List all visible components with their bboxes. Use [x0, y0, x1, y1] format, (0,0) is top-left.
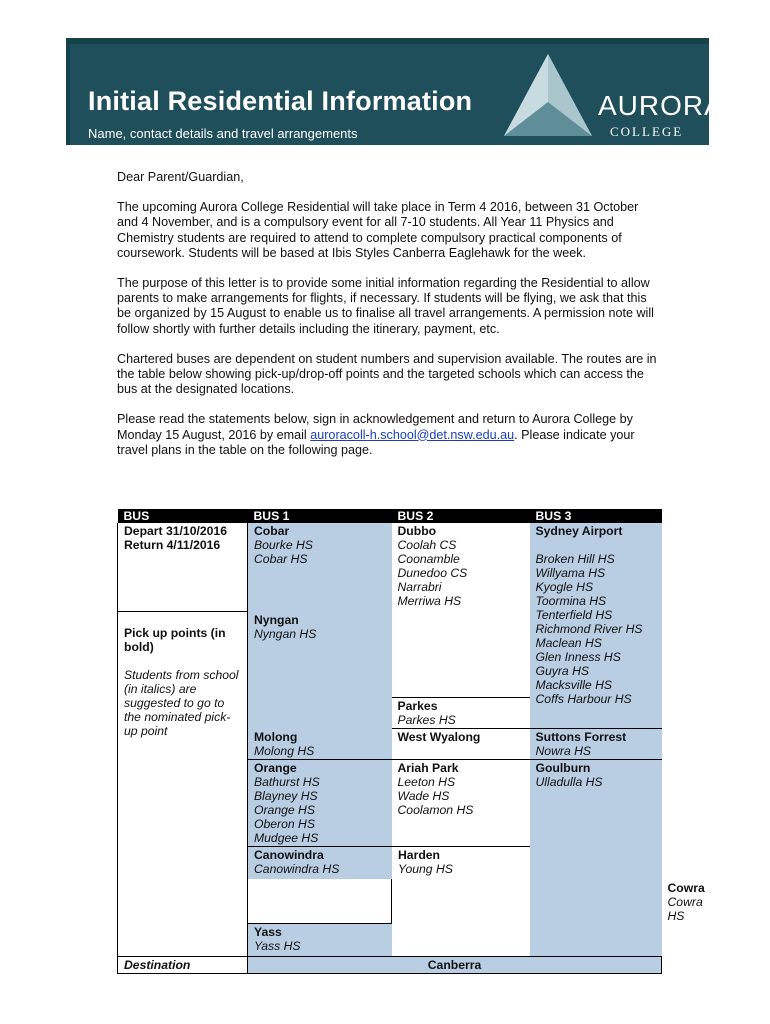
pickup-label: Pick up points (in bold)	[124, 626, 226, 654]
destination-label: Destination	[118, 957, 248, 974]
school: Coolah CS	[397, 538, 457, 552]
school: Coolamon HS	[397, 803, 474, 817]
school: Toormina HS	[535, 594, 607, 608]
email-link[interactable]: auroracoll-h.school@det.nsw.edu.au	[310, 427, 515, 442]
pickup-point: Suttons Forrest	[535, 730, 627, 744]
school: Maclean HS	[535, 636, 602, 650]
school: Orange HS	[254, 803, 315, 817]
pickup-point: West Wyalong	[397, 730, 481, 744]
school: Parkes HS	[397, 713, 456, 727]
label-cell-dates	[118, 523, 248, 612]
bus2-ariah-park	[392, 760, 530, 847]
header-bus-1: BUS 1	[248, 509, 392, 523]
label-cell-empty	[118, 924, 248, 957]
destination-row	[118, 957, 662, 974]
bus1-cobar	[248, 523, 392, 612]
destination-value: Canberra	[248, 957, 662, 974]
page-subtitle: Name, contact details and travel arrangements	[88, 126, 358, 141]
school: Coonamble	[397, 552, 460, 566]
school: Cobar HS	[254, 552, 308, 566]
table-row	[118, 924, 662, 957]
school: Richmond River HS	[535, 622, 643, 636]
school: Blayney HS	[254, 789, 318, 803]
header-banner	[66, 38, 724, 145]
bus1-canowindra	[248, 847, 392, 880]
label-cell-pickup	[118, 612, 248, 924]
pickup-point: Yass	[254, 925, 282, 939]
salutation: Dear Parent/Guardian,	[117, 170, 244, 184]
school: Mudgee HS	[254, 831, 319, 845]
bus3-sydney-airport	[530, 523, 662, 729]
pickup-point: Ariah Park	[397, 761, 459, 775]
paragraph-2: The purpose of this letter is to provide some initial information regarding the Residential to allow parents to make arrangements for flights, if necessary. If students will be flying, we ask that this be organized by 15 August to enable us to finalise all travel arrangements. A permission note will follow shortly with further details including the itinerary, payment, etc.	[117, 276, 654, 336]
school: Glen Inness HS	[535, 650, 621, 664]
table-row	[118, 523, 662, 612]
pickup-point: Cobar	[254, 524, 290, 538]
logo-subtitle: COLLEGE	[610, 124, 684, 139]
pickup-point: Canowindra	[254, 848, 324, 862]
school: Leeton HS	[397, 775, 456, 789]
paragraph-4-end: . Please indicate your travel plans in the table on the following page.	[117, 427, 635, 457]
bus2-west-wyalong	[392, 729, 530, 760]
bus2-parkes	[392, 698, 530, 729]
bus1-nyngan	[248, 612, 392, 698]
bus1-filler	[248, 698, 392, 729]
bus2-dubbo	[392, 523, 530, 698]
table-row: Cowra Cowra HS	[118, 879, 662, 924]
school: Macksville HS	[535, 678, 613, 692]
school: Nyngan HS	[254, 626, 317, 641]
bus2-harden	[392, 847, 530, 957]
pickup-point: Harden	[398, 848, 440, 862]
bus3-suttons-forrest	[530, 729, 662, 760]
school: Bourke HS	[254, 538, 313, 552]
return-date: Return 4/11/2016	[124, 538, 221, 552]
school: Young HS	[398, 862, 453, 876]
students-label: Students from school (in italics) are suggested to go to the nominated pick-up point	[124, 668, 239, 738]
school: Coffs Harbour HS	[535, 692, 632, 706]
bus3-filler	[530, 924, 662, 957]
bus1-yass	[248, 924, 392, 957]
school: Ulladulla HS	[535, 775, 603, 789]
school: Merriwa HS	[397, 594, 462, 608]
school: Oberon HS	[254, 817, 315, 831]
paragraph-1: The upcoming Aurora College Residential will take place in Term 4 2016, between 31 October and 4 November, and is a compulsory event for all 7-10 students. All Year 11 Physics and Chemistry students are required to attend to complete compulsory practical components of coursework. Students will be based at Ibis Styles Canberra Eaglehawk for the week.	[117, 200, 639, 260]
bus1-molong	[248, 729, 392, 760]
school: Molong HS	[254, 743, 315, 758]
letter-body	[117, 170, 657, 473]
header-bus-3: BUS 3	[530, 509, 662, 523]
school: Tenterfield HS	[535, 608, 613, 622]
table-header-row	[118, 509, 662, 523]
paragraph-4	[117, 412, 657, 458]
paragraph-4-start: Please read the statements below, sign in acknowledgement and return to Aurora College by Monday 15 August, 2016 by email	[117, 412, 633, 442]
aurora-logo-icon	[502, 52, 594, 138]
bus-schedule-table	[117, 509, 705, 974]
pickup-point: Orange	[254, 761, 297, 775]
pickup-point: Sydney Airport	[535, 524, 623, 538]
school: Wade HS	[397, 789, 450, 803]
pickup-point: Parkes	[397, 699, 438, 713]
school: Bathurst HS	[254, 775, 320, 789]
logo-name: AURORA	[598, 90, 724, 121]
header-bus: BUS	[118, 509, 248, 523]
page-title: Initial Residential Information	[88, 86, 473, 116]
school: Nowra HS	[535, 744, 592, 758]
school: Narrabri	[397, 580, 442, 594]
paragraph-3: Chartered buses are dependent on student numbers and supervision available. The routes are in the table below showing pick-up/drop-off points and the targeted schools which can access the bus at the designated locations.	[117, 351, 657, 397]
label-cell-empty	[248, 879, 392, 924]
header-bus-2: BUS 2	[392, 509, 530, 523]
pickup-point: Goulburn	[535, 761, 591, 775]
bus1-orange	[248, 760, 392, 847]
school: Canowindra HS	[254, 862, 340, 876]
pickup-point: Molong	[254, 729, 298, 744]
pickup-point: Nyngan	[254, 612, 299, 627]
school: Willyama HS	[535, 566, 606, 580]
school: Yass HS	[254, 939, 301, 953]
school: Kyogle HS	[535, 580, 594, 594]
school: Dunedoo CS	[397, 566, 468, 580]
pickup-point: Dubbo	[397, 524, 437, 538]
school: Guyra HS	[535, 664, 590, 678]
depart-date: Depart 31/10/2016	[124, 524, 227, 538]
bus3-goulburn	[530, 760, 662, 924]
school: Broken Hill HS	[535, 552, 615, 566]
